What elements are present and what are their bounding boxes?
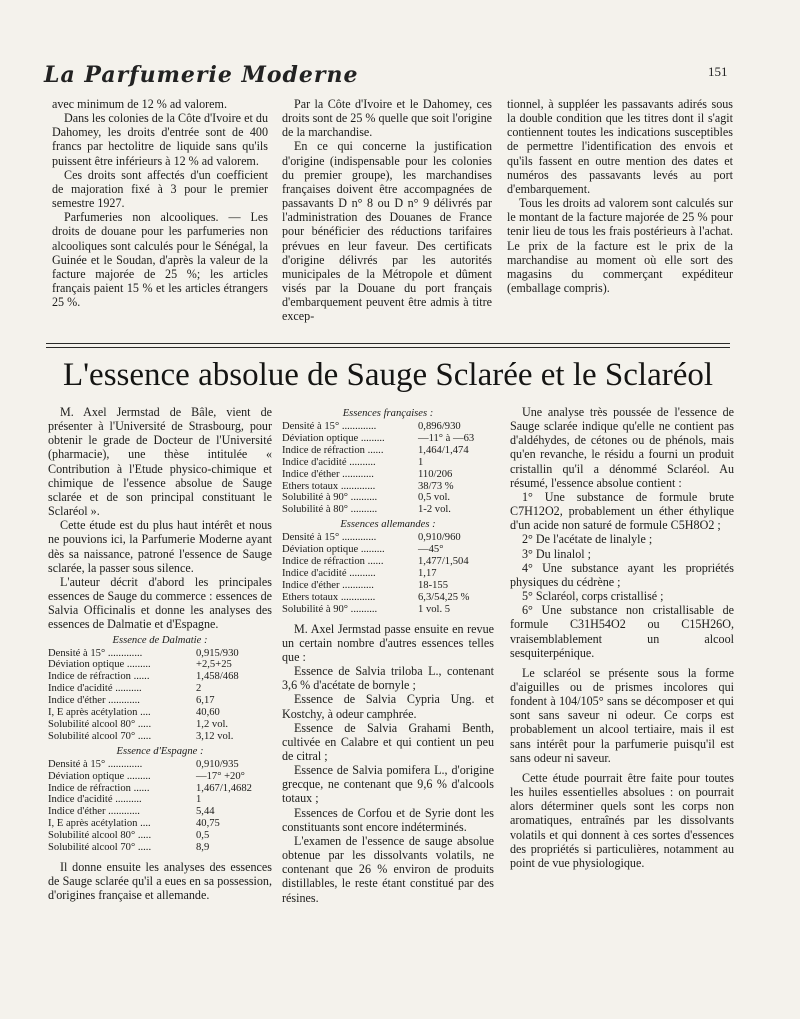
table-row [282, 556, 494, 568]
top-column-3 [507, 97, 733, 295]
property-value: 1,17 [418, 567, 437, 579]
paragraph: Essence de Salvia Grahami Benth, cultivée en Calabre et qui contient un peu de citral ; [282, 720, 494, 763]
property-value: 0,896/930 [418, 421, 461, 432]
table-row [48, 759, 272, 771]
table-row [48, 794, 272, 806]
article-column-1 [48, 405, 272, 902]
property-label: Ethers totaux ............. [282, 591, 376, 603]
table-row [48, 783, 272, 795]
section-divider [46, 347, 730, 348]
property-value: 1,458/468 [196, 671, 239, 683]
paragraph: Une analyse très poussée de l'essence de Sauge sclarée indique qu'elle ne contient pas d'aldéhydes, de cétones ou de phénols, mais qu'en revanche, le résidu a fourni un produit cristallin qu'il a dénommé Sclaréol. Au résumé, l'essence absolue contient : [510, 405, 734, 490]
paragraph: Cette étude pourrait être faite pour toutes les huiles essentielles absolues : on pourrait alors déterminer quels sont les corps non aromatiques, entraînés par les dissolvants volatils et qui donnent à ces sortes d'essences des propriétés si particulières, notamment au point de vue physiologique. [510, 770, 734, 870]
property-value: +2,5+25 [196, 659, 232, 671]
list-item: 1° Une substance de formule brute C7H12O2, probablement un éther éthylique d'un acide non saturé de formule C5H8O2 ; [510, 489, 734, 533]
property-label: Ethers totaux ............. [282, 480, 376, 492]
property-value: 38/73 % [418, 480, 454, 492]
property-label: I, E après acétylation .... [48, 818, 151, 830]
property-label: Indice d'éther ............ [48, 695, 140, 707]
property-value: 1 [196, 794, 202, 806]
section-divider [46, 343, 730, 344]
property-value: 1,2 vol. [196, 718, 229, 730]
table-row [48, 731, 272, 743]
table-title-allemandes: Essences allemandes : [340, 519, 436, 531]
paragraph: Dans les colonies de la Côte d'Ivoire et du Dahomey, les droits d'entrée sont de 400 francs par hectolitre de liquide sans qu'ils puissent être inférieurs à 12 % ad valorem. [52, 111, 268, 168]
property-value: 18-155 [418, 579, 449, 591]
table-row [282, 445, 494, 457]
property-value: 3,12 vol. [196, 730, 234, 742]
property-label: Indice de réfraction ...... [48, 671, 150, 683]
paragraph: En ce qui concerne la justification d'origine (indispensable pour les colonies du premier groupe), les marchandises françaises doivent être accompagnées de passavants D n° 8 ou D n° 9 délivrés par l'administration des Douanes de France pour bénéficier des réductions tarifaires prévues en leur faveur. Des certificats d'origine délivrés par les autorités municipales de la Métropole et dûment visés par la Douane du port français d'embarquement peuvent être admis à titre excep- [282, 139, 492, 324]
property-value: 1,464/1,474 [418, 444, 469, 456]
table-row [282, 469, 494, 481]
paragraph: L'examen de l'essence de sauge absolue obtenue par les dissolvants volatils, ne contenant que 26 % environ de produits distillables, le reste étant constitué par des résines. [282, 833, 494, 905]
property-label: Indice d'éther ............ [282, 468, 374, 480]
table-row [48, 695, 272, 707]
paragraph: Il donne ensuite les analyses des essences de Sauge sclarée qu'il a eues en sa possession, d'origines française et allemande. [48, 860, 272, 903]
table-title-dalmatie: Essence de Dalmatie : [112, 634, 208, 646]
paragraph: Essence de Salvia pomifera L., d'origine grecque, ne contenant que 9,6 % d'alcools totaux ; [282, 763, 494, 806]
table-row [282, 457, 494, 469]
analysis-table-dalmatie [48, 648, 272, 743]
paragraph: Parfumeries non alcooliques. — Les droits de douane pour les parfumeries non alcooliques sont calculés pour le Sénégal, la Guinée et le Soudan, d'après la valeur de la facture majorée de 25 %; les articles français paient 15 % et les articles étrangers 25 %. [52, 210, 268, 310]
table-row [282, 481, 494, 493]
property-value: 6,17 [196, 695, 215, 707]
table-row [282, 592, 494, 604]
paragraph: L'auteur décrit d'abord les principales essences de Sauge du commerce : essences de Salvia Officinalis et donne les analyses des essences de Dalmatie et d'Espagne. [48, 574, 272, 632]
article-column-2 [282, 405, 494, 905]
property-label: Densité à 15° ............. [48, 647, 143, 659]
table-row [48, 842, 272, 854]
top-column-1 [52, 97, 268, 309]
property-value: 1,467/1,4682 [196, 782, 252, 794]
property-value: 1 vol. 5 [418, 603, 451, 615]
property-value: 40,60 [196, 707, 220, 719]
list-item: 5° Sclaréol, corps cristallisé ; [522, 589, 664, 604]
top-column-2 [282, 97, 492, 324]
property-value: 8,9 [196, 842, 210, 854]
list-item: 6° Une substance non cristallisable de formule C31H54O2 ou C15H26O, vraisemblablement un alcool sesquiterpénique. [510, 603, 734, 660]
page-number: 151 [708, 64, 728, 79]
property-label: Déviation optique ......... [48, 659, 151, 671]
table-row [282, 568, 494, 580]
paragraph: Par la Côte d'Ivoire et le Dahomey, ces droits sont de 25 % quelle que soit l'origine de la marchandise. [282, 97, 492, 140]
analysis-table-francaises [282, 421, 494, 516]
table-row [48, 659, 272, 671]
property-label: Densité à 15° ............. [282, 532, 377, 544]
property-label: Indice d'acidité .......... [48, 794, 142, 806]
property-value: —11° à —63 [418, 432, 475, 444]
property-label: Déviation optique ......... [48, 770, 151, 782]
table-row [48, 719, 272, 731]
article-column-3 [510, 405, 734, 870]
property-value: 0,910/960 [418, 532, 461, 544]
property-label: Déviation optique ......... [282, 544, 385, 556]
property-value: 0,915/930 [196, 647, 239, 659]
property-label: Solubilité alcool 70° ..... [48, 842, 152, 854]
property-value: 5,44 [196, 806, 215, 818]
property-label: Indice d'acidité .......... [282, 456, 376, 468]
table-row [48, 830, 272, 842]
table-row [48, 806, 272, 818]
table-row [48, 771, 272, 783]
property-value: 2 [196, 683, 202, 695]
table-row [282, 433, 494, 445]
analysis-table-allemandes [282, 532, 494, 615]
property-label: Solubilité alcool 80° ..... [48, 718, 152, 730]
table-row [282, 492, 494, 504]
property-value: 6,3/54,25 % [418, 591, 470, 603]
property-value: —17° +20° [196, 770, 245, 782]
property-value: —45° [418, 544, 444, 556]
paragraph: Essence de Salvia Cypria Ung. et Kostchy, à odeur camphrée. [282, 692, 494, 721]
paragraph: Cette étude est du plus haut intérêt et nous ne pouvions ici, la Parfumerie Moderne ayant dès sa naissance, patroné l'essence de Sauge sclarée, la passer sous silence. [48, 518, 272, 575]
paragraph: Tous les droits ad valorem sont calculés sur le montant de la facture majorée de 25 % pour tenir lieu de tous les frais postérieurs à l'achat. Le prix de la facture est le prix de la marchandise au moment où elle sort des magasins du commerçant expéditeur (emballage compris). [507, 196, 733, 296]
property-value: 1-2 vol. [418, 504, 451, 516]
table-row [48, 683, 272, 695]
property-label: Indice d'éther ............ [48, 806, 140, 818]
property-label: I, E après acétylation .... [48, 707, 151, 719]
property-label: Solubilité alcool 80° ..... [48, 830, 152, 842]
property-value: 110/206 [418, 468, 453, 480]
paragraph: Ces droits sont affectés d'un coefficient de majoration fixé à 3 pour le premier semestre 1927. [52, 167, 268, 211]
property-label: Indice de réfraction ...... [282, 444, 384, 456]
article-title: L'essence absolue de Sauge Sclarée et le Sclaréol [62, 357, 714, 393]
property-label: Indice d'éther ............ [282, 579, 374, 591]
property-value: 0,910/935 [196, 758, 239, 770]
table-row [282, 532, 494, 544]
paragraph: Essence de Salvia triloba L., contenant 3,6 % d'acétate de bornyle ; [282, 664, 494, 693]
property-label: Déviation optique ......... [282, 432, 385, 444]
table-row [282, 421, 494, 433]
property-label: Solubilité à 80° .......... [282, 504, 378, 516]
property-label: Indice d'acidité .......... [48, 683, 142, 695]
property-label: Indice d'acidité .......... [282, 567, 376, 579]
table-row [282, 504, 494, 516]
table-row [48, 818, 272, 830]
table-row [48, 671, 272, 683]
property-label: Indice de réfraction ...... [48, 782, 150, 794]
table-row [282, 544, 494, 556]
property-value: 1 [418, 456, 424, 468]
paragraph: M. Axel Jermstad passe ensuite en revue un certain nombre d'autres essences telles que : [282, 621, 494, 664]
paragraph: Le sclaréol se présente sous la forme d'aiguilles ou de prismes incolores qui fondent à 104/105° sans se décomposer et qui sont sans saveur ni odeur. Ce corps est probablement un alcool tertiaire, mais il est sans intérêt pour la parfumerie puisqu'il est sans odeur ni saveur. [510, 665, 734, 765]
property-value: 40,75 [196, 818, 220, 830]
analysis-table-espagne [48, 759, 272, 854]
list-item: 2° De l'acétate de linalyle ; [522, 532, 653, 547]
table-title-francaises: Essences françaises : [342, 408, 434, 419]
paragraph: M. Axel Jermstad de Bâle, vient de présenter à l'Université de Strasbourg, pour obtenir le grade de Docteur de l'Université (pharmacie), une thèse intitulée « Contribution à l'Etude physico-chimique et chimique de l'essence absolue de Sauge sclarée et de son principal constituant le Sclaréol ». [48, 405, 272, 519]
property-value: 1,477/1,504 [418, 556, 469, 568]
paragraph: Essences de Corfou et de Syrie dont les constituants sont encore indéterminés. [282, 805, 494, 834]
list-item: 3° Du linalol ; [522, 546, 591, 561]
property-value: 0,5 vol. [418, 492, 451, 504]
table-row [282, 604, 494, 616]
property-label: Solubilité à 90° .......... [282, 492, 378, 504]
paragraph: tionnel, à suppléer les passavants adirés sous la double condition que les titres dont il s'agit contiennent toutes les indications susceptibles de permettre l'identification des envois et qu'ils fassent en outre mention des dates et numéros des passavants levés au port d'embarquement. [507, 97, 733, 196]
masthead: La Parfumerie Moderne [44, 62, 359, 88]
table-row [48, 648, 272, 660]
table-title-espagne: Essence d'Espagne : [116, 745, 204, 757]
property-value: 0,5 [196, 830, 210, 842]
table-row [48, 707, 272, 719]
property-label: Densité à 15° ............. [48, 758, 143, 770]
property-label: Solubilité à 90° .......... [282, 603, 378, 615]
property-label: Indice de réfraction ...... [282, 556, 384, 568]
paragraph: avec minimum de 12 % ad valorem. [52, 97, 227, 111]
table-row [282, 580, 494, 592]
property-label: Densité à 15° ............. [282, 421, 377, 432]
property-label: Solubilité alcool 70° ..... [48, 730, 152, 742]
list-item: 4° Une substance ayant les propriétés physiques du cédrène ; [510, 560, 734, 589]
